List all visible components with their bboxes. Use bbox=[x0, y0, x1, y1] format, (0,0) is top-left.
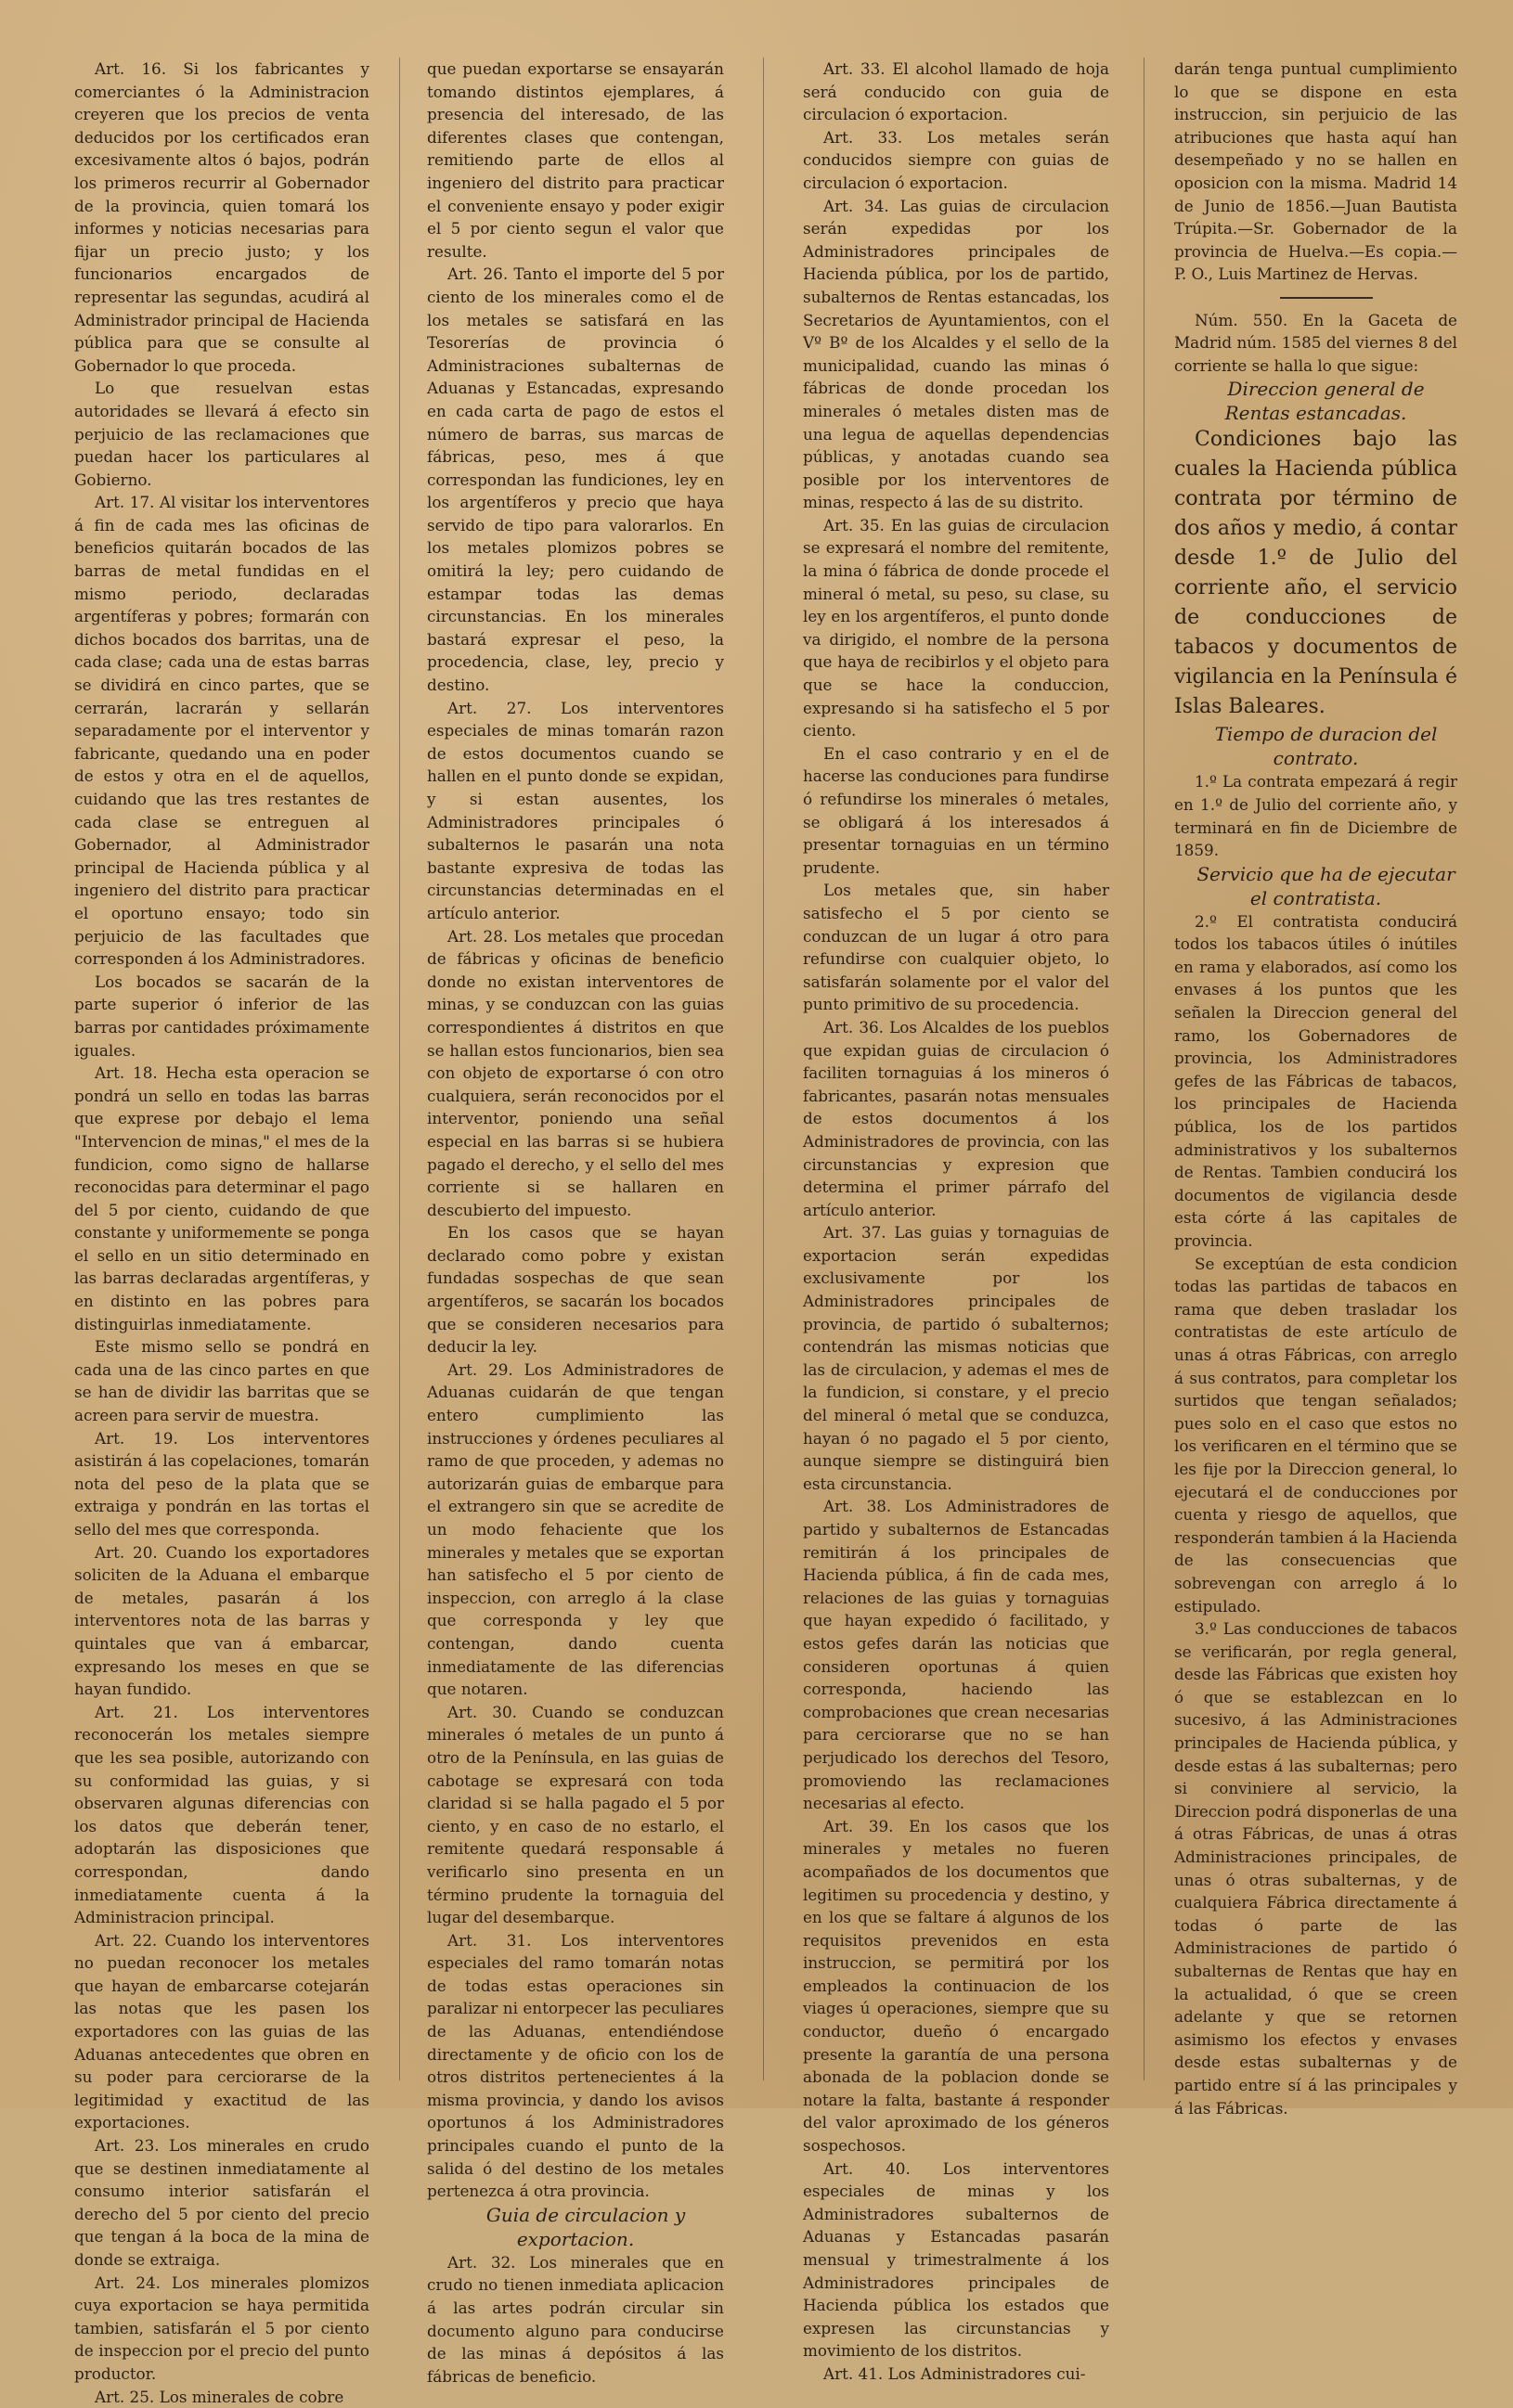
article-34: Art. 34. Las guias de circulacion serán expedidas por los Administradores principales de Hacienda pública, por los de partido, subalternos de Rentas estancadas, los Secretarios de Ayuntamientos, con el Vº Bº de los Alcaldes y el sello de la municipalidad, cuando las minas ó fábricas de donde procedan los minerales ó metales disten mas de una legua de aquellas dependencias públicas, y anotadas cuando sea posible por los interventores de minas, respecto á las de su distrito. bbox=[803, 196, 1109, 512]
article-33a: Art. 33. El alcohol llamado de hoja será conducido con guia de circulacion ó exportacion. bbox=[803, 59, 1109, 124]
notice-550: Núm. 550. En la Gaceta de Madrid núm. 1585 del viernes 8 del corriente se halla lo que sigue: bbox=[1174, 310, 1457, 375]
column-1 bbox=[74, 58, 369, 2406]
article-17: Art. 17. Al visitar los interventores á fin de cada mes las oficinas de beneficios quitarán bocados de las barras de metal fundidas en el mismo periodo, declaradas argentíferas y pobres; formarán con dichos bocados dos barritas, una de cada clase; cada una de estas barras se dividirá en cinco partes, que se cerrarán, lacrarán y sellarán separadamente por el interventor y fabricante, quedando una en poder de estos y otra en el de aquellos, cuidando que las tres restantes de cada clase se entreguen al Gobernador, al Administrador principal de Hacienda pública y al ingeniero del distrito para practicar el oportuno ensayo; todo sin perjuicio de las facultades que corresponden á los Administradores. bbox=[74, 493, 369, 969]
article-39: Art. 39. En los casos que los minerales y metales no fueren acompañados de los documentos que legitimen su procedencia y destino, y en los que se faltare á algunos de los requisitos prevenidos en esta instruccion, se permitirá por los empleados la continuacion de los viages ú operaciones, siempre que su conductor, dueño ó encargado presente la garantía de una persona abonada de la poblacion donde se notare la falta, bastante á responder del valor aproximado de los géneros sospechosos. bbox=[803, 1816, 1109, 2156]
article-24: Art. 24. Los minerales plomizos cuya exportacion se haya permitida tambien, satisfarán el 5 por ciento de inspeccion por el precio del punto productor. bbox=[74, 2273, 369, 2383]
column-rule bbox=[399, 58, 400, 2080]
article-22: Art. 22. Cuando los interventores no puedan reconocer los metales que hayan de embarcarse cotejarán las notas que les pasen los exportadores con las guias de las Aduanas antecedentes que obren en su poder para cerciorarse de la legitimidad y exactitud de las exportaciones. bbox=[74, 1930, 369, 2132]
conditions-title: Condiciones bajo las cuales la Hacienda pública contrata por término de dos años y medio, á contar desde 1.º de Julio del corriente año, el servicio de conducciones de tabacos y documentos de vigilancia en la Península é Islas Baleares. bbox=[1174, 428, 1457, 719]
article-36: Art. 36. Los Alcaldes de los pueblos que expidan guias de circulacion ó faciliten tornaguias á los mineros ó fabricantes, pasarán notas mensuales de estos documentos á los Administradores de provincia, con las circunstancias y expresion que determina el primer párrafo del artículo anterior. bbox=[803, 1017, 1109, 1219]
article-29: Art. 29. Los Administradores de Aduanas cuidarán de que tengan entero cumplimiento las instrucciones y órdenes peculiares al ramo de que proceden, y ademas no autorizarán guias de embarque para el extrangero sin que se acredite de un modo fehaciente que los minerales y metales que se exportan han satisfecho el 5 por ciento de inspeccion, con arreglo á la clase que corresponda y ley que contengan, dando cuenta inmediatamente de las diferencias que notaren. bbox=[427, 1359, 724, 1699]
article-41: Art. 41. Los Administradores cui- bbox=[823, 2363, 1086, 2383]
paragraph: Los metales que, sin haber satisfecho el 5 por ciento se conduzcan de un lugar á otro para refundirse con cualquier objeto, lo satisfarán solamente por el valor del punto primitivo de su procedencia. bbox=[803, 881, 1109, 1014]
article-31: Art. 31. Los interventores especiales del ramo tomarán notas de todas estas operaciones sin paralizar ni entorpecer las peculiares de las Aduanas, entendiéndose directamente y de oficio con los de otros distritos pertenecientes á la misma provincia, y dando los avisos oportunos á los Administradores principales cuando el punto de la salida ó del destino de los metales pertenezca á otra provincia. bbox=[427, 1930, 724, 2201]
column-3 bbox=[803, 58, 1109, 2383]
paragraph: Los bocados se sacarán de la parte superior ó inferior de las barras por cantidades próximamente iguales. bbox=[74, 972, 369, 1060]
article-32: Art. 32. Los minerales que en crudo no tienen inmediata aplicacion á las artes podrán circular sin documento alguno para conducirse de las minas á depósitos á las fábricas de beneficio. bbox=[427, 2252, 724, 2386]
article-33b: Art. 33. Los metales serán conducidos siempre con guias de circulacion ó exportacion. bbox=[803, 127, 1109, 192]
paragraph: Se exceptúan de esta condicion todas las partidas de tabacos en rama que deben trasladar los contratistas de este artículo de unas á otras Fábricas, con arreglo á sus contratos, para completar los surtidos que tengan señalados; pues solo en el caso que estos no los verificaren en el término que se les fije por la Direccion general, lo ejecutará el de conducciones por cuenta y riesgo de aquellos, que responderán tambien á la Hacienda de las consecuencias que sobrevengan con arreglo á lo estipulado. bbox=[1174, 1254, 1457, 1616]
condition-2: 2.º El contratista conducirá todos los tabacos útiles ó inútiles en rama y elaborados, así como los envases á los puntos que les señalen la Direccion general del ramo, los Gobernadores de provincia, los Administradores gefes de las Fábricas de tabacos, los principales de Hacienda pública, los de los partidos administrativos y los subalternos de Rentas. Tambien conducirá los documentos de vigilancia desde esta córte á las capitales de provincia. bbox=[1174, 911, 1457, 1250]
article-20: Art. 20. Cuando los exportadores soliciten de la Aduana el embarque de metales, pasarán á los interventores nota de las barras y quintales que van á embarcar, expresando los meses en que se hayan fundido. bbox=[74, 1542, 369, 1699]
paragraph: En el caso contrario y en el de hacerse las conduciones para fundirse ó refundirse los minerales ó metales, se obligará á los interesados á presentar tornaguias en un término prudente. bbox=[803, 743, 1109, 877]
section-heading-direccion: Direccion general de Rentas estancadas. bbox=[1224, 378, 1425, 425]
paragraph: En los casos que se hayan declarado como pobre y existan fundadas sospechas de que sean argentíferos, se sacarán los bocados que se consideren necesarios para deducir la ley. bbox=[427, 1223, 724, 1357]
condition-3: 3.º Las conducciones de tabacos se verificarán, por regla general, desde las Fábricas que existen hoy ó que se establezcan en lo sucesivo, á las Administraciones principales de Hacienda pública, y desde estas á las subalternas; pero si conviniere al servicio, la Direccion podrá disponerlas de una á otras Fábricas, de unas á otras Administraciones principales, de unas ó otras subalternas, y de cualquiera Fábrica directamente á todas ó parte de las Administraciones de partido ó subalternas de Rentas que hay en la actualidad, ó que se creen adelante y que se retornen asimismo los efectos y envases desde estas subalternas y de partido entre sí á las principales y á las Fábricas. bbox=[1174, 1619, 1457, 2118]
article-38: Art. 38. Los Administradores de partido y subalternos de Estancadas remitirán á los principales de Hacienda pública, á fin de cada mes, relaciones de las guias y tornaguias que hayan expedido ó facilitado, y estos gefes darán las noticias que consideren oportunas á quien corresponda, haciendo las comprobaciones que crean necesarias para cerciorarse que no se han perjudicado los derechos del Tesoro, promoviendo las reclamaciones necesarias al efecto. bbox=[803, 1497, 1109, 1813]
article-37: Art. 37. Las guias y tornaguias de exportacion serán expedidas exclusivamente por los Administradores principales de provincia, de partido ó subalternos; contendrán las mismas noticias que las de circulacion, y ademas el mes de la fundicion, si constare, y el precio del mineral ó metal que se conduzca, hayan ó no pagado el 5 por ciento, aunque siempre se distinguirá bien esta circunstancia. bbox=[803, 1223, 1109, 1493]
paragraph: que puedan exportarse se ensayarán tomando distintos ejemplares, á presencia del interesado, de las diferentes clases que contengan, remitiendo parte de ellos al ingeniero del distrito para practicar el conveniente ensayo y poder exigir el 5 por ciento segun el valor que resulte. bbox=[427, 59, 724, 261]
article-16: Art. 16. Si los fabricantes y comerciantes ó la Administracion creyeren que los precios de venta deducidos por los certificados eran excesivamente altos ó bajos, podrán los primeros recurrir al Gobernador de la provincia, quien tomará los informes y noticias necesarias para fijar un precio justo; y los funcionarios encargados de representar las segundas, acudirá al Administrador principal de Hacienda pública para que se consulte al Gobernador lo que proceda. bbox=[74, 59, 369, 375]
article-28: Art. 28. Los metales que procedan de fábricas y oficinas de beneficio donde no existan interventores de minas, y se conduzcan con las guias correspondientes á distritos en que se hallan estos funcionarios, bien sea con objeto de exportarse ó con otro cualquiera, serán reconocidos por el interventor, poniendo una señal especial en las barras si se hubiera pagado el derecho, y el sello del mes corriente si se hallaren en descubierto del impuesto. bbox=[427, 926, 724, 1219]
column-2 bbox=[427, 58, 724, 2386]
article-25: Art. 25. Los minerales de cobre bbox=[95, 2387, 344, 2406]
article-40: Art. 40. Los interventores especiales de minas y los Administradores subalternos de Aduanas y Estancadas pasarán mensual y trimestralmente á los Administradores principales de Hacienda pública los estados que expresen las circunstancias y movimiento de los distritos. bbox=[803, 2158, 1109, 2361]
article-35: Art. 35. En las guias de circulacion se expresará el nombre del remitente, la mina ó fábrica de donde procede el mineral ó metal, su peso, su clase, su ley en los argentíferos, el punto donde va dirigido, el nombre de la persona que haya de recibirlos y el objeto para que se hace la conduccion, expresando si ha satisfecho el 5 por ciento. bbox=[803, 515, 1109, 740]
section-heading-servicio: Servicio que ha de ejecutar el contratista. bbox=[1196, 862, 1455, 909]
section-heading-tiempo: Tiempo de duracion del contrato. bbox=[1214, 723, 1438, 770]
paragraph: Lo que resuelvan estas autoridades se llevará á efecto sin perjuicio de las reclamaciones que puedan hacer los particulares al Gobierno. bbox=[74, 379, 369, 489]
condition-1: 1.º La contrata empezará á regir en 1.º de Julio del corriente año, y terminará en fin de Diciembre de 1859. bbox=[1174, 772, 1457, 860]
paragraph: darán tenga puntual cumplimiento lo que se dispone en esta instruccion, sin perjuicio de las atribuciones que hasta aquí han desempeñado y no se hallen en oposicion con la misma. Madrid 14 de Junio de 1856.—Juan Bautista Trúpita.—Sr. Gobernador de la provincia de Huelva.—Es copia.— P. O., Luis Martinez de Hervas. bbox=[1174, 59, 1457, 284]
paragraph: Este mismo sello se pondrá en cada una de las cinco partes en que se han de dividir las barritas que se acreen para servir de muestra. bbox=[74, 1337, 369, 1425]
column-rule bbox=[763, 58, 764, 2080]
column-4 bbox=[1174, 58, 1457, 2118]
article-26: Art. 26. Tanto el importe del 5 por ciento de los minerales como el de los metales se satisfará en las Tesorerías de provincia ó Administraciones subalternas de Aduanas y Estancadas, expresando en cada carta de pago de estos el número de barras, sus marcas de fábricas, peso, mes á que correspondan las fundiciones, ley en los argentíferos y precio que haya servido de tipo para valorarlos. En los metales plomizos pobres se omitirá la ley; pero cuidando de estampar todas las demas circunstancias. En los minerales bastará expresar el peso, la procedencia, clase, ley, precio y destino. bbox=[427, 264, 724, 695]
article-18: Art. 18. Hecha esta operacion se pondrá un sello en todas las barras que exprese por debajo el lema "Intervencion de minas," el mes de la fundicion, como signo de hallarse reconocidas para determinar el pago del 5 por ciento, cuidando de que constante y uniformemente se ponga el sello en un sitio determinado en las barras declaradas argentíferas, y en distinto en las pobres para distinguirlas inmediatamente. bbox=[74, 1063, 369, 1333]
article-19: Art. 19. Los interventores asistirán á las copelaciones, tomarán nota del peso de la plata que se extraiga y pondrán en las tortas el sello del mes que corresponda. bbox=[74, 1428, 369, 1539]
article-23: Art. 23. Los minerales en crudo que se destinen inmediatamente al consumo interior satisfarán el derecho del 5 por ciento del precio que tengan á la boca de la mina de donde se extraiga. bbox=[74, 2136, 369, 2269]
article-30: Art. 30. Cuando se conduzcan minerales ó metales de un punto á otro de la Península, en las guias de cabotage se expresará con toda claridad si se halla pagado el 5 por ciento, y en caso de no estarlo, el remitente quedará responsable á verificarlo sino presenta en un término prudente la tornaguia del lugar del desembarque. bbox=[427, 1702, 724, 1927]
separator bbox=[1174, 286, 1457, 309]
article-27: Art. 27. Los interventores especiales de minas tomarán razon de estos documentos cuando se hallen en el punto donde se expidan, y si estan ausentes, los Administradores principales ó subalternos le pasarán una nota bastante expresiva de todas las circunstancias determinadas en el artículo anterior. bbox=[427, 698, 724, 922]
article-21: Art. 21. Los interventores reconocerán los metales siempre que les sea posible, autorizando con su conformidad las guias, y si observaren algunas diferencias con los datos que deberán tener, adoptarán las disposiciones que correspondan, dando inmediatamente cuenta á la Administracion principal. bbox=[74, 1702, 369, 1927]
section-heading-guia: Guia de circulacion y exportacion. bbox=[485, 2203, 686, 2250]
